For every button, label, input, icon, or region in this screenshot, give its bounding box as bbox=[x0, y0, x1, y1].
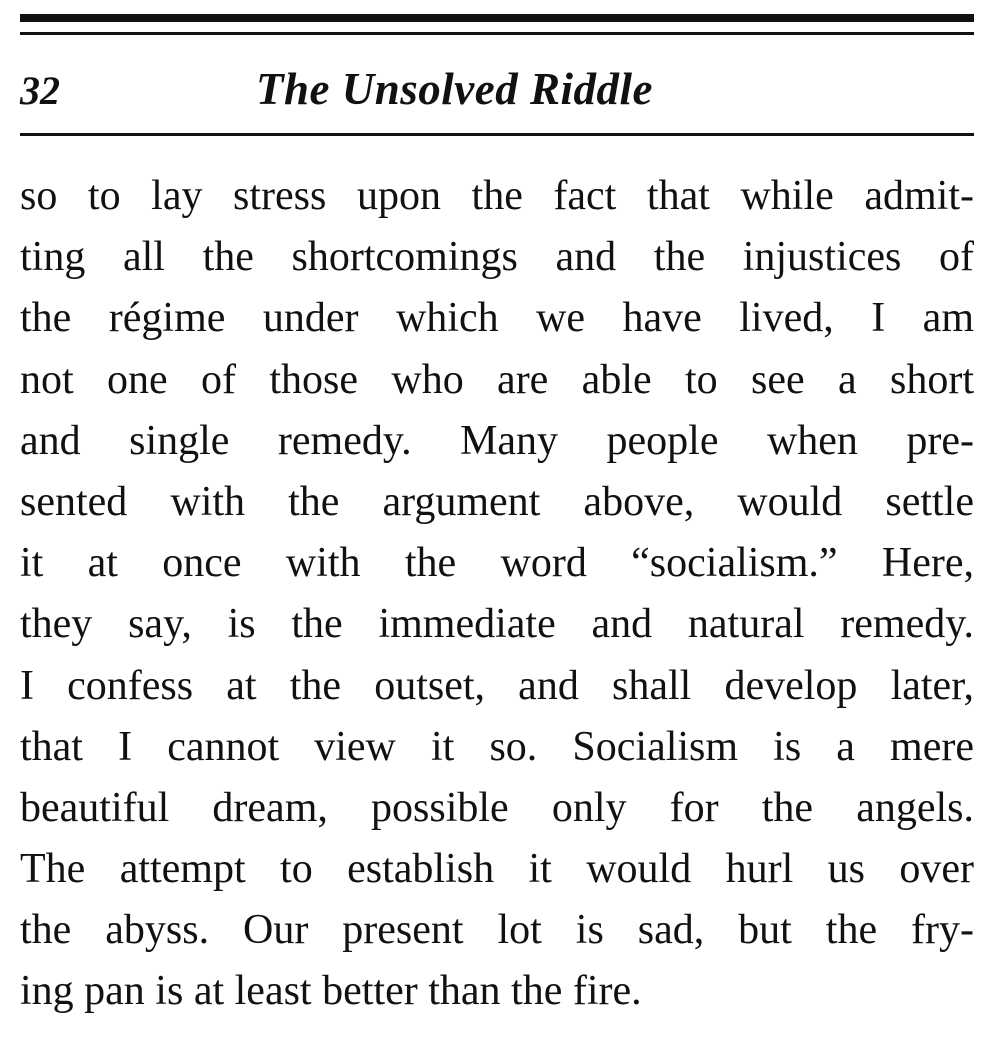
text-line: so to lay stress upon the fact that while admit- bbox=[20, 173, 974, 219]
text-line: sented with the argument above, would settle bbox=[20, 478, 974, 525]
body-paragraph bbox=[20, 166, 974, 1023]
text-line: and single remedy. Many people when pre- bbox=[20, 417, 974, 464]
text-line: the régime under which we have lived, I am bbox=[20, 295, 974, 342]
text-line: it at once with the word “socialism.” Here, bbox=[20, 540, 974, 587]
text-line: the abyss. Our present lot is sad, but the fry- bbox=[20, 907, 974, 954]
top-thin-rule bbox=[20, 32, 974, 35]
text-line: that I cannot view it so. Socialism is a mere bbox=[20, 723, 974, 770]
text-line: The attempt to establish it would hurl us over bbox=[20, 846, 974, 893]
text-line: I confess at the outset, and shall develop later, bbox=[20, 662, 974, 709]
page-number: 32 bbox=[20, 68, 60, 113]
text-line: ting all the shortcomings and the injustices of bbox=[20, 234, 974, 281]
header-rule bbox=[20, 133, 974, 136]
text-line: they say, is the immediate and natural remedy. bbox=[20, 601, 974, 648]
top-thick-rule bbox=[20, 14, 974, 22]
page-header bbox=[20, 58, 974, 128]
text-line: not one of those who are able to see a short bbox=[20, 356, 974, 403]
text-line: ing pan is at least better than the fire. bbox=[20, 968, 642, 1015]
text-line: beautiful dream, possible only for the angels. bbox=[20, 784, 974, 831]
running-title: The Unsolved Riddle bbox=[256, 64, 653, 114]
